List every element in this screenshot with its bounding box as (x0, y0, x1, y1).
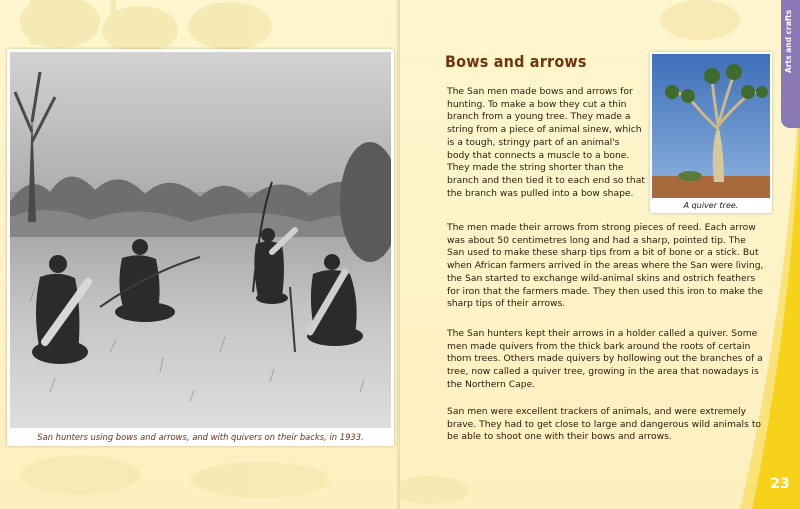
quiver-tree-photo (652, 54, 770, 198)
quiver-tree-photo-frame (650, 52, 772, 213)
san-hunters-photo (10, 52, 391, 428)
page-number: 23 (770, 476, 790, 492)
section-tab-label: Arts and crafts (784, 10, 793, 74)
left-page (0, 0, 398, 509)
paragraph-bows: The San men made bows and arrows for hunting. To make a bow they cut a thin branch from a young tree. They made a string from a piece of animal sinew, which is a tough, stringy part of an animal's body that connects a muscle to a bone. They made the string shorter than the branch and then tied it to each end so that the branch was pulled into a bow shape. (447, 86, 645, 199)
paragraph-trackers: San men were excellent trackers of animals, and were extremely brave. They had to get close to large and dangerous wild animals to be able to shoot one with their bows and arrows. (447, 406, 762, 443)
quiver-tree-caption: A quiver tree. (683, 201, 739, 210)
section-title: Bows and arrows (445, 52, 587, 71)
hunters-photo-frame (7, 49, 394, 446)
paragraph-arrows: The men made their arrows from strong pieces of reed. Each arrow was about 50 centimetres long and had a sharp, pointed tip. The San used to make these sharp tips from a bit of bone or a stick. But when African farmers arrived in the areas where the San were living, the San started to exchange wild-animal skins and ostrich feathers for iron that the farmers made. They then used this iron to make the sharp tips of their arrows. (447, 222, 764, 310)
paragraph-quivers: The San hunters kept their arrows in a holder called a quiver. Some men made quivers from the thick bark around the roots of certain thorn trees. Others made quivers by hollowing out the branches of a tree, now called a quiver tree, growing in the area that nowadays is the Northern Cape. (447, 328, 763, 390)
hunters-photo-caption: San hunters using bows and arrows, and with quivers on their backs, in 1933. (37, 432, 364, 442)
